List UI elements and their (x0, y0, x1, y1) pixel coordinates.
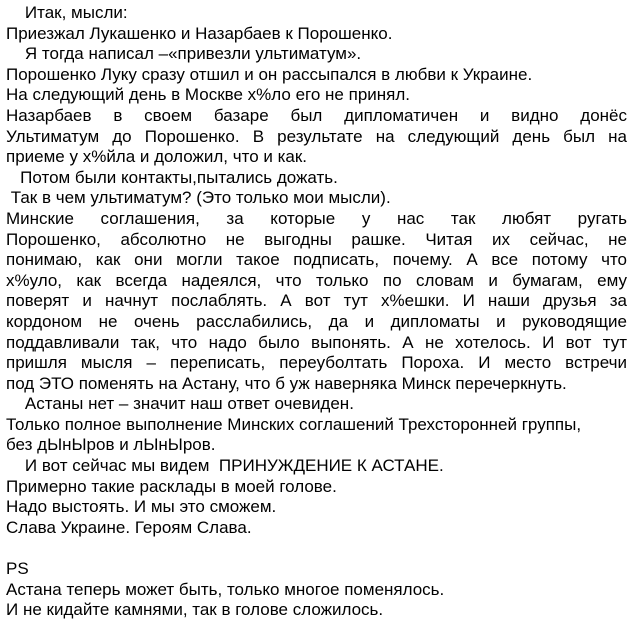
text-line: Назарбаев в своем базаре был дипломатичен и видно донёс (6, 105, 627, 125)
text-line: Только полное выполнение Минских соглашений Трехсторонней группы, (6, 414, 582, 434)
text-line: Итак, мысли: (6, 3, 128, 22)
text-line: Порошенко Луку сразу отшил и он рассыпался в любви к Украине. (6, 64, 533, 84)
text-line: кордоном не очень расслабились, да и дипломаты и руководящие (6, 311, 627, 331)
text-line: поддавливали так, что надо было выпонять. А не хотелось. И вот тут (6, 332, 627, 352)
blank-line (6, 538, 627, 559)
text-line: Надо выстоять. И мы это сможем. (6, 497, 277, 517)
text-line: Приезжал Лукашенко и Назарбаев к Порошенко. (6, 23, 393, 43)
text-line: Астана теперь может быть, только многое поменялось. (6, 579, 445, 599)
text-line: На следующий день в Москве х%ло его не принял. (6, 85, 411, 105)
text-line: понимаю, как они могли такое подписать, почему. А все потому что (6, 250, 627, 270)
text-line: приеме у х%йла и доложил, что и как. (6, 147, 308, 167)
text-line: пришля мысля – переписать, переуболтать Пороха. И место встречи (6, 353, 627, 373)
text-line: поверят и начнут послаблять. А вот тут х%ешки. И наши друзья за (6, 291, 627, 311)
text-line: Примерно такие расклады в моей голове. (6, 476, 337, 496)
text-line: Так в чем ультиматум? (Это только мои мысли). (6, 188, 391, 208)
text-line: под ЭТО поменять на Астану, что б уж наверняка Минск перечеркнуть. (6, 373, 567, 393)
ps-label: PS (6, 559, 29, 579)
text-line: х%уло, как всегда надеялся, что только по словам и бумагам, ему (6, 270, 627, 290)
text-line: без дЫнЫров и лЫнЫров. (6, 435, 216, 455)
text-line: Минские соглашения, за которые у нас так любят ругать (6, 208, 627, 228)
text-line: Ультиматум до Порошенко. В результате на следующий день был на (6, 126, 627, 146)
text-line: Порошенко, абсолютно не выгодны рашке. Читая их сейчас, не (6, 229, 627, 249)
text-line: И не кидайте камнями, так в голове сложилось. (6, 600, 384, 620)
text-line: Я тогда написал –«привезли ультиматум». (6, 44, 362, 64)
text-line: Слава Украине. Героям Слава. (6, 517, 252, 537)
text-line: И вот сейчас мы видем ПРИНУЖДЕНИЕ К АСТАНЕ. (6, 456, 444, 476)
text-line: Астаны нет – значит наш ответ очевиден. (6, 394, 354, 414)
text-line: Потом были контакты,пытались дожать. (6, 167, 338, 187)
